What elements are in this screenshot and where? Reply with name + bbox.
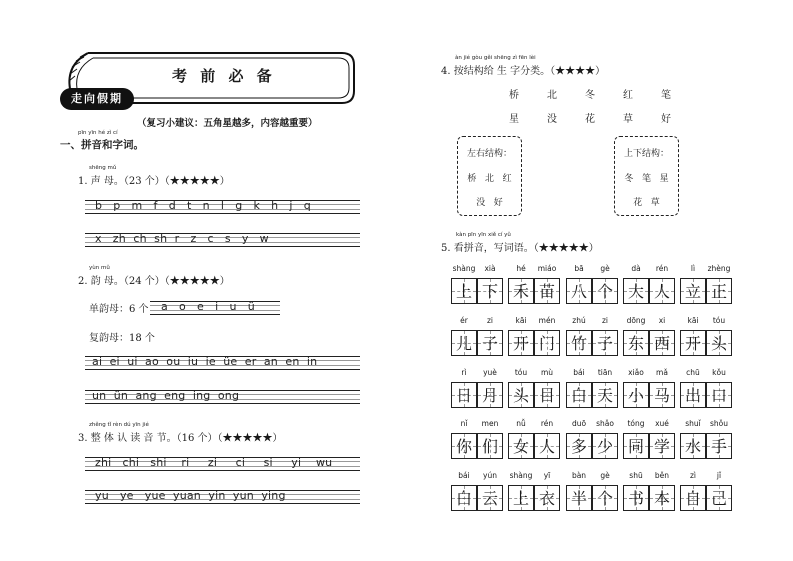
q2-label: 2. 韵 母。（24 个）（★★★★★） [78, 276, 230, 287]
hanzi-cell [534, 382, 560, 408]
q1-label: 1. 声 母。（23 个）（★★★★★） [78, 176, 230, 187]
hanzi-char: 多 [570, 437, 587, 456]
hanzi-cell [534, 278, 560, 304]
word-box [451, 471, 503, 517]
word-pinyin [680, 471, 732, 483]
hanzi-char: 个 [596, 489, 613, 508]
word-box [566, 316, 618, 362]
pinyin-syllable: shuǐ [685, 419, 701, 428]
hanzi-char: 手 [710, 437, 727, 456]
q4-char: 花 [585, 114, 595, 125]
pinyin-syllable: shǎo [596, 419, 614, 428]
hanzi-char: 小 [627, 386, 644, 405]
q4-char: 桥 [509, 90, 519, 101]
pinyin-syllable: lì [690, 264, 696, 273]
q4-chars-row-2 [495, 110, 685, 125]
pinyin-syllable: xi [658, 316, 666, 325]
hanzi-cell [451, 382, 477, 408]
hanzi-cell [649, 382, 675, 408]
q4-char: 没 [547, 114, 557, 125]
hanzi-char: 上 [455, 282, 472, 301]
hanzi-char: 开 [512, 334, 529, 353]
hanzi-cell [477, 330, 503, 356]
pinyin-syllable: bái [458, 471, 470, 480]
hanzi-cell [508, 382, 534, 408]
word-box [623, 264, 675, 310]
hanzi-cell [477, 382, 503, 408]
hanzi-cell [649, 330, 675, 356]
pinyin-syllable: tóu [712, 316, 726, 325]
pinyin-syllable: gè [600, 471, 610, 480]
pinyin-syllable: xiǎo [628, 368, 644, 377]
hanzi-cell [623, 382, 649, 408]
box-left-line-2: 没 好 [476, 198, 503, 208]
hanzi-char: 竹 [570, 334, 587, 353]
hanzi-char: 头 [710, 334, 727, 353]
pinyin-syllable: mǎ [656, 368, 668, 377]
word-box [680, 264, 732, 310]
pinyin-syllable: kāi [515, 316, 527, 325]
hanzi-cell [508, 278, 534, 304]
hanzi-cell [592, 485, 618, 511]
pinyin-syllable: nǚ [516, 419, 526, 428]
hanzi-char: 下 [481, 282, 498, 301]
hanzi-cell [680, 485, 706, 511]
hanzi-char: 女 [512, 437, 529, 456]
pinyin-syllable: dà [631, 264, 641, 273]
word-pinyin [508, 419, 560, 431]
hanzi-char: 日 [455, 386, 472, 405]
pinyin-syllable: jǐ [716, 471, 722, 480]
study-tip: （复习小建议：五角星越多，内容越重要） [137, 118, 318, 129]
hanzi-char: 书 [627, 489, 644, 508]
hanzi-char: 天 [596, 386, 613, 405]
pinyin-syllable: shàng [509, 471, 533, 480]
hanzi-char: 出 [684, 386, 701, 405]
hanzi-char: 白 [455, 489, 472, 508]
hanzi-char: 云 [481, 489, 498, 508]
word-box [451, 419, 503, 465]
q3-label: 3. 整 体 认 读 音 节。（16 个）（★★★★★） [78, 433, 283, 444]
q4-char: 好 [661, 114, 671, 125]
hanzi-cell [680, 433, 706, 459]
pinyin-syllable: zì [689, 471, 697, 480]
hanzi-cell [623, 330, 649, 356]
q1-line-2: x zh ch sh r z c s y w [95, 232, 269, 245]
q4-char: 北 [547, 90, 557, 101]
hanzi-char: 头 [512, 386, 529, 405]
pinyin-syllable: rén [540, 419, 554, 428]
q4-char: 冬 [585, 90, 595, 101]
hanzi-char: 衣 [538, 489, 555, 508]
hanzi-cell [649, 278, 675, 304]
hanzi-cell [680, 278, 706, 304]
hanzi-char: 本 [653, 489, 670, 508]
pinyin-syllable: shū [629, 471, 643, 480]
hanzi-cell [592, 278, 618, 304]
hanzi-cell [508, 485, 534, 511]
word-pinyin [623, 419, 675, 431]
hanzi-cell [680, 382, 706, 408]
pinyin-syllable: hé [516, 264, 526, 273]
word-box [508, 368, 560, 414]
hanzi-cell [623, 278, 649, 304]
hanzi-char: 儿 [455, 334, 472, 353]
hanzi-cell [451, 330, 477, 356]
hanzi-cell [566, 330, 592, 356]
word-box [508, 316, 560, 362]
hanzi-char: 学 [653, 437, 670, 456]
word-box [680, 419, 732, 465]
word-pinyin [451, 419, 503, 431]
word-box [623, 471, 675, 517]
hanzi-cell [680, 330, 706, 356]
q3-line-2: yu ye yue yuan yin yun ying [95, 489, 286, 502]
hanzi-cell [623, 485, 649, 511]
word-pinyin [508, 368, 560, 380]
hanzi-cell [566, 433, 592, 459]
word-pinyin [623, 264, 675, 276]
word-pinyin [451, 264, 503, 276]
word-box [508, 471, 560, 517]
word-box [508, 419, 560, 465]
hanzi-cell [623, 433, 649, 459]
pinyin-syllable: xué [655, 419, 669, 428]
word-pinyin [566, 419, 618, 431]
box-left-line-1: 桥 北 红 [467, 174, 512, 184]
q3-pinyin: zhěng tǐ rèn dú yīn jié [89, 422, 149, 428]
hanzi-char: 东 [627, 334, 644, 353]
hanzi-char: 立 [684, 282, 701, 301]
hanzi-char: 苗 [538, 282, 555, 301]
hanzi-cell [451, 433, 477, 459]
word-pinyin [566, 264, 618, 276]
word-box [680, 316, 732, 362]
hanzi-cell [508, 433, 534, 459]
hanzi-cell [649, 485, 675, 511]
hanzi-cell [477, 278, 503, 304]
word-pinyin [623, 368, 675, 380]
hanzi-char: 大 [627, 282, 644, 301]
hanzi-cell [706, 485, 732, 511]
pinyin-syllable: dōng [626, 316, 646, 325]
hanzi-cell [706, 433, 732, 459]
pinyin-syllable: ér [460, 316, 468, 325]
pinyin-syllable: shǒu [709, 419, 728, 428]
word-box [680, 368, 732, 414]
pinyin-syllable: duō [571, 419, 587, 428]
badge-holiday: 走向假期 [60, 88, 134, 110]
pinyin-syllable: yuè [483, 368, 497, 377]
hanzi-char: 八 [570, 282, 587, 301]
hanzi-cell [592, 433, 618, 459]
hanzi-char: 半 [570, 489, 587, 508]
pinyin-syllable: rén [655, 264, 669, 273]
hanzi-char: 月 [481, 386, 498, 405]
pinyin-syllable: miáo [537, 264, 557, 273]
q2-single-label: 单韵母：6 个 [89, 304, 149, 315]
hanzi-char: 同 [627, 437, 644, 456]
pinyin-syllable: nǐ [460, 419, 468, 428]
word-box [451, 316, 503, 362]
word-pinyin [623, 316, 675, 328]
word-box [566, 471, 618, 517]
q4-chars-row-1 [495, 86, 685, 101]
word-pinyin [680, 368, 732, 380]
pinyin-syllable: yī [543, 471, 551, 480]
pinyin-syllable: gè [600, 264, 610, 273]
hanzi-char: 们 [481, 437, 498, 456]
hanzi-cell [566, 485, 592, 511]
word-pinyin [680, 419, 732, 431]
word-pinyin [508, 316, 560, 328]
word-pinyin [451, 368, 503, 380]
word-box [623, 419, 675, 465]
hanzi-cell [534, 330, 560, 356]
hanzi-char: 水 [684, 437, 701, 456]
hanzi-char: 正 [710, 282, 727, 301]
q4-pinyin: àn jié gòu gěi shēng zì fēn lèi [455, 55, 536, 61]
q2-compound-label: 复韵母：18 个 [89, 333, 155, 344]
q1-line-1: b p m f d t n l g k h j q [95, 199, 311, 212]
hanzi-char: 目 [538, 386, 555, 405]
box-left-title: 左右结构： [466, 149, 512, 159]
pinyin-syllable: kāi [687, 316, 699, 325]
q2-compound-line: ai ei ui ao ou iu ie üe er an en in [92, 355, 318, 368]
pinyin-syllable: bā [574, 264, 584, 273]
box-left-right-structure [457, 136, 522, 216]
q4-char: 草 [623, 114, 633, 125]
hanzi-cell [477, 485, 503, 511]
hanzi-char: 人 [653, 282, 670, 301]
pinyin-syllable: tiān [597, 368, 613, 377]
hanzi-char: 白 [570, 386, 587, 405]
word-box [566, 264, 618, 310]
q4-char: 星 [509, 114, 519, 125]
hanzi-cell [534, 485, 560, 511]
box-top-bottom-structure [614, 136, 679, 216]
word-box [623, 368, 675, 414]
word-box [623, 316, 675, 362]
pinyin-syllable: zhèng [707, 264, 731, 273]
pinyin-syllable: chū [686, 368, 700, 377]
q4-char: 红 [623, 90, 633, 101]
word-pinyin [508, 264, 560, 276]
hanzi-char: 开 [684, 334, 701, 353]
hanzi-char: 禾 [512, 282, 529, 301]
q5-label: 5. 看拼音，写词语。（★★★★★） [441, 243, 599, 254]
hanzi-cell [477, 433, 503, 459]
q2-pinyin: yùn mǔ [89, 265, 110, 271]
word-box [451, 264, 503, 310]
q5-pinyin: kàn pīn yīn xiě cí yǔ [456, 232, 511, 238]
q2-nasal-line: un ün ang eng ing ong [92, 389, 240, 402]
word-box [451, 368, 503, 414]
pinyin-syllable: běn [654, 471, 670, 480]
word-box [680, 471, 732, 517]
hanzi-cell [566, 382, 592, 408]
hanzi-cell [592, 330, 618, 356]
word-box [566, 419, 618, 465]
word-box [566, 368, 618, 414]
word-pinyin [680, 264, 732, 276]
q1-pinyin: shēng mǔ [89, 165, 117, 171]
pinyin-syllable: shàng [452, 264, 476, 273]
word-pinyin [508, 471, 560, 483]
pinyin-syllable: xià [484, 264, 496, 273]
pinyin-syllable: tóng [627, 419, 645, 428]
pinyin-syllable: men [481, 419, 499, 428]
word-pinyin [680, 316, 732, 328]
word-pinyin [623, 471, 675, 483]
word-pinyin [451, 316, 503, 328]
pinyin-syllable: zi [601, 316, 609, 325]
hanzi-cell [592, 382, 618, 408]
word-pinyin [566, 471, 618, 483]
banner-title: 考 前 必 备 [172, 67, 276, 85]
box-right-title: 上下结构： [623, 149, 669, 159]
hanzi-char: 人 [538, 437, 555, 456]
section1-title: 一、拼音和字词。 [60, 139, 144, 151]
hanzi-char: 个 [596, 282, 613, 301]
hanzi-char: 马 [653, 386, 670, 405]
pinyin-syllable: mén [538, 316, 556, 325]
hanzi-char: 子 [481, 334, 498, 353]
section1-pinyin: pīn yīn hé zì cí [78, 130, 118, 136]
word-pinyin [451, 471, 503, 483]
q2-single-line: a o e i u ü [161, 300, 255, 313]
pinyin-syllable: mù [540, 368, 554, 377]
pinyin-syllable: bái [573, 368, 585, 377]
word-pinyin [566, 316, 618, 328]
hanzi-char: 自 [684, 489, 701, 508]
pinyin-syllable: bàn [571, 471, 587, 480]
q3-line-1: zhi chi shi ri zi ci si yi wu [95, 456, 333, 469]
word-pinyin [566, 368, 618, 380]
box-right-line-2: 花 草 [633, 198, 660, 208]
hanzi-cell [706, 330, 732, 356]
hanzi-cell [451, 278, 477, 304]
pinyin-syllable: tóu [514, 368, 528, 377]
hanzi-cell [451, 485, 477, 511]
hanzi-char: 己 [710, 489, 727, 508]
hanzi-cell [534, 433, 560, 459]
hanzi-cell [706, 382, 732, 408]
hanzi-cell [508, 330, 534, 356]
hanzi-char: 你 [455, 437, 472, 456]
q4-label: 4. 按结构给 生 字分类。（★★★★） [441, 66, 606, 77]
hanzi-char: 西 [653, 334, 670, 353]
hanzi-char: 口 [710, 386, 727, 405]
word-box [508, 264, 560, 310]
hanzi-char: 少 [596, 437, 613, 456]
pinyin-syllable: rì [461, 368, 467, 377]
q4-char: 笔 [661, 90, 671, 101]
hanzi-cell [706, 278, 732, 304]
hanzi-char: 子 [596, 334, 613, 353]
pinyin-syllable: yún [483, 471, 497, 480]
pinyin-syllable: zi [486, 316, 494, 325]
hanzi-cell [649, 433, 675, 459]
pinyin-syllable: zhú [572, 316, 586, 325]
hanzi-char: 门 [538, 334, 555, 353]
box-right-line-1: 冬 笔 星 [624, 174, 669, 184]
hanzi-char: 上 [512, 489, 529, 508]
pinyin-syllable: kǒu [712, 368, 726, 377]
hanzi-cell [566, 278, 592, 304]
